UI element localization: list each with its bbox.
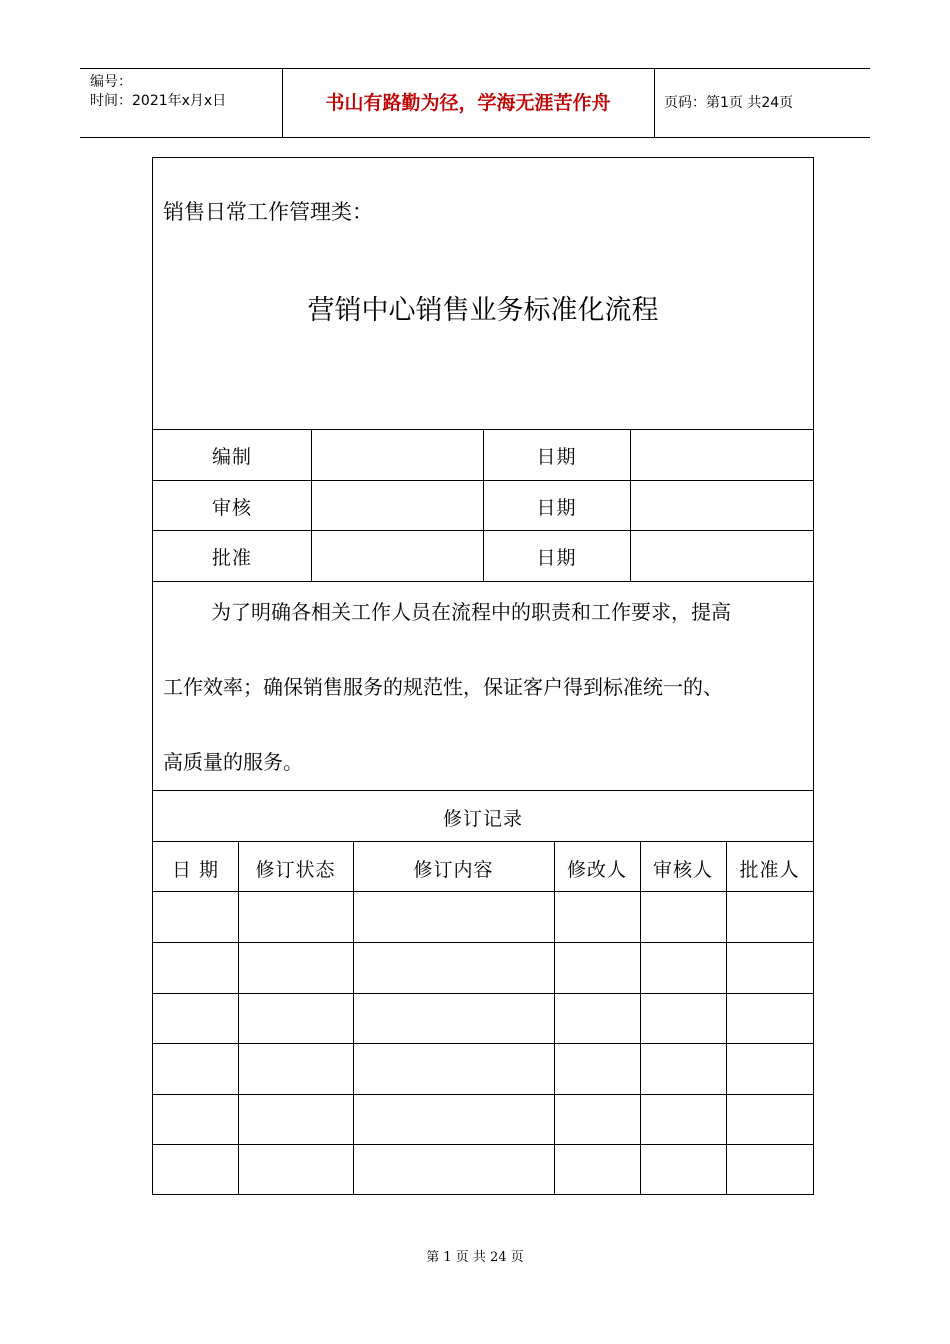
revision-header-date: 日 期 — [171, 859, 220, 881]
row-divider — [153, 993, 813, 994]
page-footer: 第 1 页 共 24 页 — [426, 1250, 524, 1265]
revision-title: 修订记录 — [442, 808, 523, 830]
row-divider — [153, 942, 813, 943]
revision-header-content: 修订内容 — [413, 859, 494, 881]
row-divider — [153, 891, 813, 892]
purpose-line: 为了明确各相关工作人员在流程中的职责和工作要求，提高 — [211, 600, 731, 624]
sign-date-label: 日期 — [536, 446, 577, 468]
revision-header-reviewer: 审核人 — [652, 859, 713, 881]
header-page-info: 页码：第1页 共24页 — [664, 95, 794, 111]
row-divider — [153, 1094, 813, 1095]
number-label: 编号： — [90, 74, 132, 90]
sign-label-review: 审核 — [211, 497, 252, 519]
col-divider — [554, 841, 555, 1194]
revision-header-status: 修订状态 — [255, 859, 336, 881]
header-motto: 书山有路勤为径，学海无涯苦作舟 — [325, 92, 611, 114]
sign-label-compile: 编制 — [211, 446, 252, 468]
col-divider — [353, 841, 354, 1194]
page-header — [80, 68, 870, 138]
col-divider — [630, 429, 631, 581]
row-divider — [153, 581, 813, 582]
document-form — [152, 157, 814, 1195]
sign-label-approve: 批准 — [211, 547, 252, 569]
category-heading: 销售日常工作管理类： — [163, 200, 373, 224]
col-divider — [238, 841, 239, 1194]
col-divider — [640, 841, 641, 1194]
purpose-line: 高质量的服务。 — [163, 750, 303, 774]
header-divider — [654, 69, 655, 137]
revision-header-modifier: 修改人 — [566, 859, 627, 881]
row-divider — [153, 1144, 813, 1145]
revision-header-approver: 批准人 — [739, 859, 800, 881]
col-divider — [726, 841, 727, 1194]
purpose-line: 工作效率；确保销售服务的规范性，保证客户得到标准统一的、 — [163, 675, 723, 699]
time-label: 时间：2021年x月x日 — [90, 93, 227, 109]
row-divider — [153, 1043, 813, 1044]
row-divider — [153, 790, 813, 791]
col-divider — [311, 429, 312, 581]
header-meta — [90, 73, 226, 111]
document-title: 营销中心销售业务标准化流程 — [307, 295, 659, 326]
sign-date-label: 日期 — [536, 497, 577, 519]
sign-date-label: 日期 — [536, 547, 577, 569]
row-divider — [153, 841, 813, 842]
